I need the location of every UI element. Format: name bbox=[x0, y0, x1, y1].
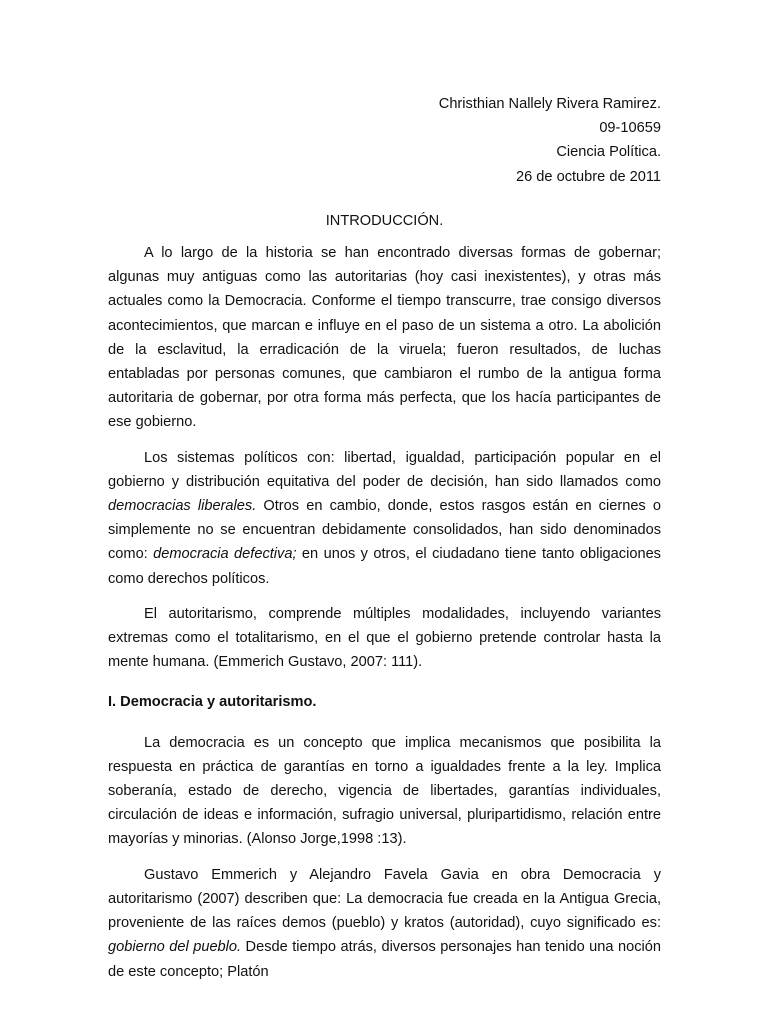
author-name: Christhian Nallely Rivera Ramirez. bbox=[438, 96, 661, 112]
paragraph-5-text-2: Desde tiempo atrás, diversos personajes han tenido una noción de este concepto; Platón bbox=[108, 939, 661, 980]
paragraph-5 bbox=[108, 863, 661, 984]
subject-name: Ciencia Política. bbox=[556, 144, 661, 161]
document-date: 26 de octubre de 2011 bbox=[516, 168, 661, 185]
document-title: INTRODUCCIÓN. bbox=[325, 212, 444, 229]
paragraph-2-italic-1: democracias liberales. bbox=[108, 498, 257, 515]
paragraph-3: El autoritarismo, comprende múltiples modalidades, incluyendo variantes extremas como el totalitarismo, en el que el gobierno pretende controlar hasta la mente humana. (Emmerich Gustavo, 2007: 111). bbox=[108, 605, 661, 671]
paragraph-2-text-2: Otros en cambio, donde, estos rasgos están en ciernes o simplemente no se encuentran debidamente consolidados, han sido denominados como: bbox=[108, 498, 661, 563]
paragraph-5-italic-1: gobierno del pueblo. bbox=[108, 939, 242, 956]
section-heading: I. Democracia y autoritarismo. bbox=[108, 694, 317, 711]
author-header bbox=[108, 92, 661, 189]
paragraph-2-text-1: Los sistemas políticos con: libertad, igualdad, participación popular en el gobierno y distribución equitativa del poder de decisión, han sido llamados como bbox=[108, 449, 661, 490]
paragraph-1: A lo largo de la historia se han encontrado diversas formas de gobernar; algunas muy antiguas como las autoritarias (hoy casi inexistentes), y otras más actuales como la Democracia. Conforme el tiempo transcurre, trae consigo diversos acontecimientos, que marcan e influye en el paso de un sistema a otro. La abolición de la esclavitud, la erradicación de la viruela; fueron resultados, de luchas entabladas por personas comunes, que cambiaron el rumbo de la antigua forma autoritaria de gobernar, por otra forma más perfecta, que los hacía participantes de ese gobierno. bbox=[108, 245, 661, 431]
paragraph-2-text-3: en unos y otros, el ciudadano tiene tanto obligaciones como derechos políticos. bbox=[108, 546, 661, 587]
paragraph-2 bbox=[108, 446, 661, 591]
paragraph-4: La democracia es un concepto que implica mecanismos que posibilita la respuesta en práctica de garantías en torno a igualdades frente a la ley. Implica soberanía, estado de derecho, vigencia de libertades, garantías individuales, circulación de ideas e información, sufragio universal, pluripartidismo, relación entre mayorías y minorias. (Alonso Jorge,1998 :13). bbox=[108, 734, 661, 848]
document-page bbox=[108, 92, 661, 995]
paragraph-5-text-1: Gustavo Emmerich y Alejandro Favela Gavia en obra Democracia y autoritarismo (2007) describen que: La democracia fue creada en la Antigua Grecia, proveniente de las raíces demos (pueblo) y kratos (autoridad), cuyo significado es: bbox=[108, 866, 661, 932]
paragraph-2-italic-2: democracia defectiva; bbox=[153, 546, 297, 563]
student-id: 09-10659 bbox=[599, 120, 661, 137]
